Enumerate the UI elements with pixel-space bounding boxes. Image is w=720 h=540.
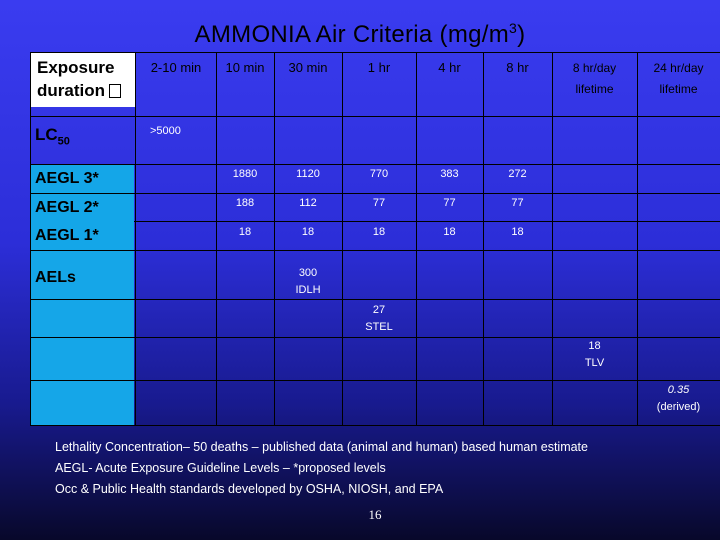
tlv-value: 18 TLV <box>584 340 605 369</box>
footnote: Occ & Public Health standards developed by OSHA, NIOSH, and EPA <box>55 482 444 496</box>
column-header: 10 min <box>225 60 265 75</box>
lc50-value: >5000 <box>150 125 181 137</box>
aels-blue-cell <box>31 381 134 425</box>
aels-blue-cell <box>31 338 134 380</box>
column-header-24hr-day: 24 hr/day lifetime <box>653 61 704 96</box>
table-cell: 188 <box>235 197 255 209</box>
table-cell: 1880 <box>232 168 258 180</box>
missing-glyph-icon <box>109 84 121 98</box>
table-cell: 18 <box>443 226 456 238</box>
table-cell: 272 <box>508 168 527 180</box>
derived-value: 0.35 (derived) <box>656 384 701 413</box>
column-header-8hr-day: 8 hr/day lifetime <box>572 61 617 96</box>
grid-line <box>416 52 417 425</box>
footnote: AEGL- Acute Exposure Guideline Levels – *proposed levels <box>55 461 386 475</box>
table-cell: 1120 <box>296 168 320 180</box>
table-cell: 770 <box>369 168 389 180</box>
lc50-label: $LC_{50}$ <box>35 125 70 148</box>
page-number: 16 <box>368 507 382 522</box>
grid-line <box>30 425 720 426</box>
aels-blue-cell <box>31 300 134 337</box>
table-cell: 18 <box>301 226 315 238</box>
grid-line <box>342 52 343 425</box>
stel-value: 27 STEL <box>365 304 393 333</box>
row-label-aegl1: AEGL 1* <box>31 222 134 250</box>
table-cell: 77 <box>372 197 386 209</box>
table-cell: 112 <box>299 197 317 209</box>
grid-line <box>135 52 136 425</box>
footnote: Lethality Concentration– 50 deaths – published data (animal and human) based human estimate <box>55 440 588 454</box>
footnotes <box>55 437 588 500</box>
grid-line <box>483 52 484 425</box>
column-header: 1 hr <box>367 60 391 75</box>
row-label-aegl2: AEGL 2* <box>31 194 134 222</box>
table-cell: 77 <box>443 197 456 209</box>
page-title: AMMONIA Air Criteria $(mg/m^3)$ <box>194 20 526 48</box>
column-header: 8 hr <box>506 60 529 75</box>
row-label-aels: AELs <box>31 251 134 299</box>
column-header: 30 min <box>288 60 328 75</box>
grid-line <box>274 52 275 425</box>
grid-line <box>30 116 720 117</box>
idlh-value: 300 IDLH <box>295 267 321 296</box>
table-cell: 77 <box>511 197 524 209</box>
grid-line <box>216 52 217 425</box>
column-header: 2-10 min <box>150 60 202 75</box>
column-header: 4 hr <box>438 60 461 75</box>
row-label-aegl3: AEGL 3* <box>31 165 134 193</box>
table-cell: 18 <box>238 226 252 238</box>
table-cell: 18 <box>511 226 524 238</box>
table-cell: 383 <box>440 168 459 180</box>
table-cell: 18 <box>372 226 386 238</box>
exposure-duration-header: Exposure duration <box>31 53 135 107</box>
grid-line <box>637 52 638 425</box>
